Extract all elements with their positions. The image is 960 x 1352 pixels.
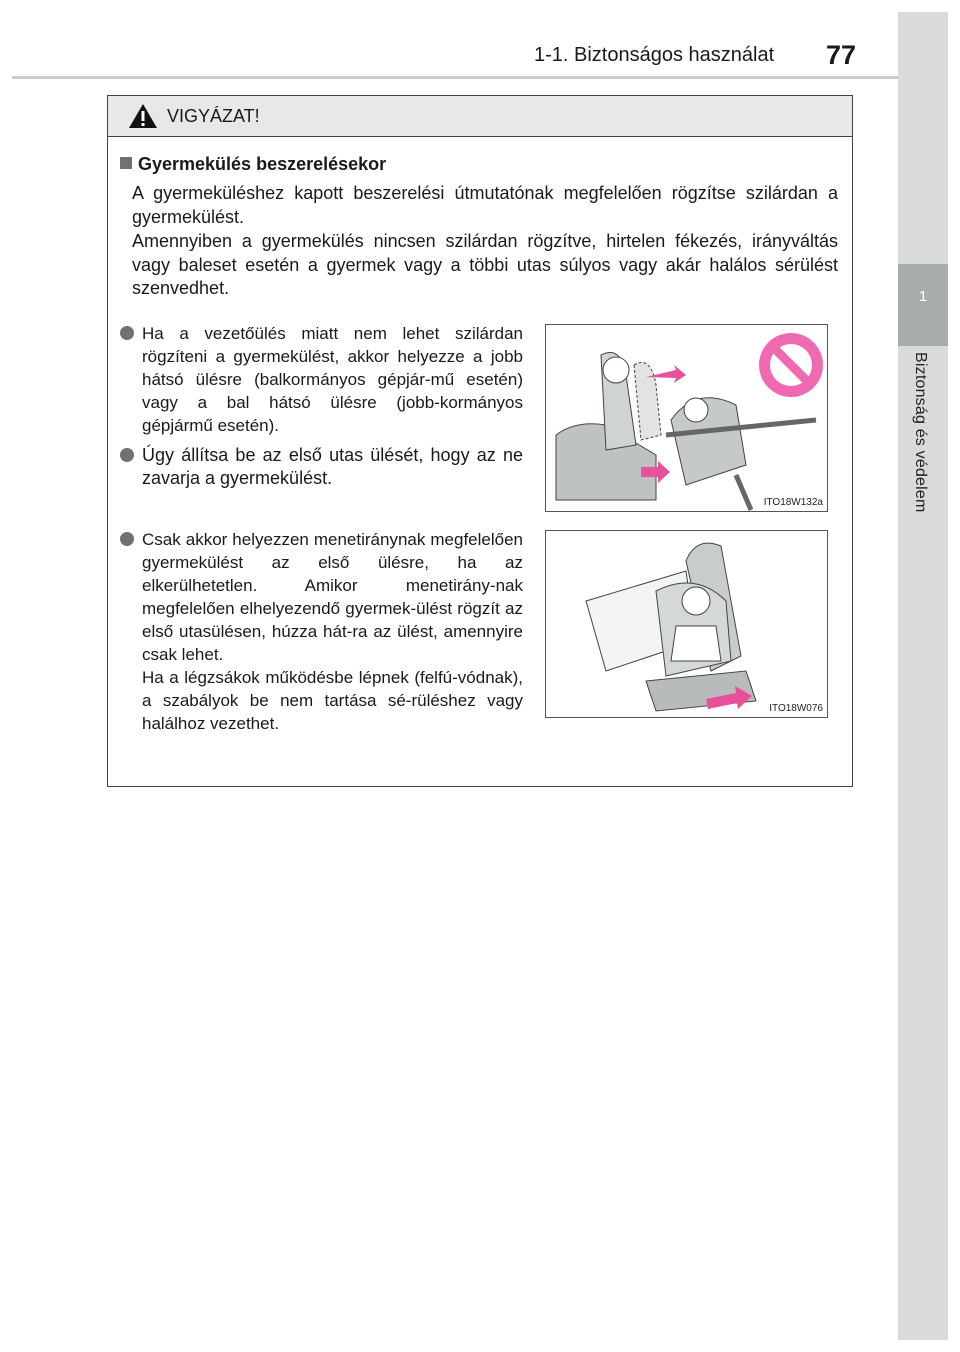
figure-forward-facing-seat (545, 530, 828, 718)
figure-illustration (546, 531, 827, 717)
bullet-item (120, 322, 523, 437)
figure-illustration (546, 325, 827, 511)
round-bullet-icon (120, 448, 134, 462)
figure-code: ITO18W076 (769, 703, 823, 714)
figure-rear-facing-seat (545, 324, 828, 512)
warning-icon (128, 103, 158, 129)
bullet-list-bottom (120, 528, 523, 735)
warning-box (107, 95, 853, 787)
round-bullet-icon (120, 326, 134, 340)
header-rule (12, 76, 898, 79)
chapter-number-box (898, 264, 948, 346)
bullet-text: Csak akkor helyezzen menetiránynak megfelelően gyermekülést az első ülésre, ha az elkerülhetetlen. Amikor menetirány-nak megfelelően elhelyezendő gyermek-ülést rögzít az első utasülésen, húzza hát-ra az ülést, amennyire csak lehet. Ha a légzsákok működésbe lépnek (felfú-vódnak), a szabályok be nem tartása sé-rüléshez vagy halálhoz vezethet. (142, 530, 523, 733)
bullet-item (120, 444, 523, 490)
section-heading-text: Gyermekülés beszerelésekor (138, 154, 387, 174)
warning-header (108, 96, 852, 137)
chapter-title: Biztonság és védelem (912, 352, 929, 513)
chapter-number: 1 (918, 288, 928, 305)
chapter-side-tab[interactable] (898, 12, 948, 1340)
page-number: 77 (826, 40, 857, 70)
figure-code: ITO18W132a (763, 497, 823, 508)
bullet-item (120, 528, 523, 735)
paragraph-1: A gyermeküléshez kapott beszerelési útmutatónak megfelelően rögzítse szilárdan a gyermekülést. (132, 183, 838, 227)
square-bullet-icon (120, 157, 132, 169)
bullet-list-top (120, 322, 523, 490)
round-bullet-icon (120, 532, 134, 546)
warning-label: VIGYÁZAT! (167, 106, 260, 126)
section-heading (120, 154, 386, 175)
bullet-text: Úgy állítsa be az első utas ülését, hogy az ne zavarja a gyermekülést. (142, 445, 523, 488)
paragraph-2: Amennyiben a gyermekülés nincsen szilárdan rögzítve, hirtelen fékezés, irányváltás vagy baleset esetén a gyermek vagy a többi utas súlyos vagy akár halálos sérülést szenvedhet. (132, 231, 838, 298)
section-title: 1-1. Biztonságos használat (534, 44, 775, 66)
bullet-text: Ha a vezetőülés miatt nem lehet szilárdan rögzíteni a gyermekülést, akkor helyezze a jobb hátsó ülésre (balkormányos gépjár-mű esetén) vagy a bal hátsó ülésre (jobb-kormányos gépjármű esetén). (142, 324, 523, 435)
